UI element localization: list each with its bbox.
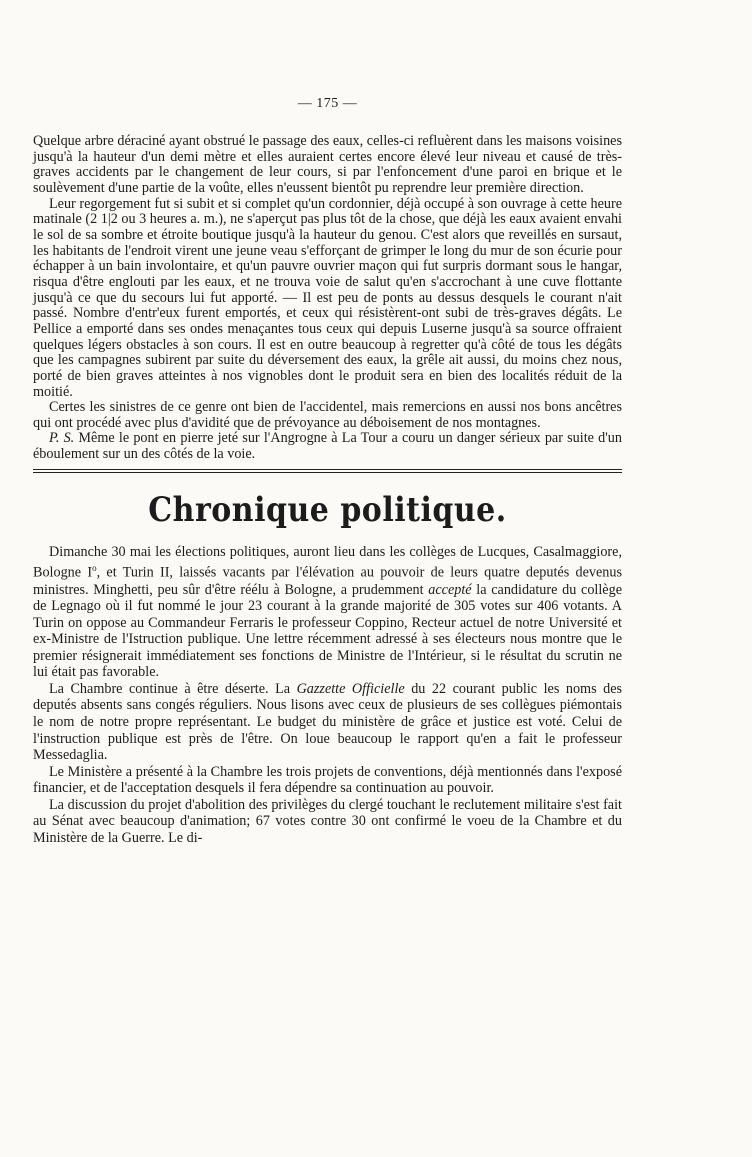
elections-superscript: o (92, 563, 97, 574)
paragraph-chambre (33, 681, 622, 764)
elections-text-mid: , et Turin II, laissés vacants par l'élévation au pouvoir de leurs quatre deputés devenus ministres. Minghetti, peu sûr d'être réélu à Bologne, a prudemment (33, 565, 622, 598)
paragraph-flood-1: Quelque arbre déraciné ayant obstrué le passage des eaux, celles-ci refluèrent dans les maisons voisines jusqu'à la hauteur d'un demi mètre et elles auraient certes encore élevé leur niveau et causé de très-graves accidents par le changement de leur cours, si par l'enfoncement d'une paroi en brique et le soulèvement d'une partie de la voûte, elles n'eussent bientôt pu reprendre leur première direction. (33, 133, 622, 196)
elections-text-start: Dimanche 30 mai les élections politiques, auront lieu dans les collèges de Lucques, Casalmaggiore, Bologne I (33, 543, 622, 582)
page-number: — 175 — (297, 96, 358, 111)
postscript-label: P. S. (49, 430, 75, 447)
chambre-text-end: du 22 courant public les noms des deputés absents sans congés réguliers. Nous lisons avec ceux de plusieurs de ses collègues piémontais le nom de notre propre représentant. Le budget du ministère de grâce et justice est voté. Celui de l'instruction publique est près de l'être. On loue beaucoup le rapport qu'en a fait le professeur Messedaglia. (33, 680, 623, 764)
elections-text-end: la candidature du collège de Legnago où il fut nommé le jour 23 courant à la grande majorité de 305 votes sur 406 votants. A Turin on oppose au Commandeur Ferraris le professeur Coppino, Recteur actuel de notre Université et ex-Ministre de l'Istruction publique. Une lettre récemment adressé à ses électeurs nous montre que le premier résignerait immédiatement ses fonctions de Ministre de l'Intérieur, si le résultat du scrutin ne lui était pas favorable. (33, 581, 622, 681)
paragraph-elections (33, 544, 622, 681)
chambre-emphasis: Gazzette Officielle (296, 680, 405, 697)
section-title: Chronique politique. (148, 490, 507, 530)
chambre-text-start: La Chambre continue à être déserte. La (49, 680, 297, 697)
paragraph-ministere: Le Ministère a présenté à la Chambre les trois projets de conventions, déjà mentionnés dans l'exposé financier, et de l'acceptation desquels il fera dépendre sa continuation au pouvoir. (33, 763, 622, 797)
elections-emphasis: accepté (428, 581, 472, 598)
postscript (33, 431, 622, 462)
paragraph-flood-3: Certes les sinistres de ce genre ont bien de l'accidentel, mais remercions en aussi nos bons ancêtres qui ont procédé avec plus d'avidité que de prévoyance au déboisement de nos montagnes. (33, 399, 622, 431)
paragraph-flood-2: Leur regorgement fut si subit et si complet qu'un cordonnier, déjà occupé à son ouvrage à cette heure matinale (2 1|2 ou 3 heures a. m.), ne s'aperçut pas plus tôt de la chose, que déjà les eaux avaient envahi le sol de sa sombre et étroite boutique jusqu'à la hauteur du genou. C'est alors que reveillés en sursaut, les habitants de l'endroit virent une jeune veau s'efforçant de grimper le long du mur de son écurie pour échapper à un bain involontaire, et qu'un pauvre ouvrier maçon qui fut surpris dormant sous le hangar, risqua d'être englouti par les eaux, et ne trouva voie de salut qu'en s'accrochant à une cuve flottante jusqu'à ce que du secours lui fut apporté. — Il est peu de ponts au dessus desquels le courant n'ait passé. Nombre d'entr'eux furent emportés, et ceux qui résistèrent-ont subi de très-graves dégâts. Le Pellice a emporté dans ses ondes menaçantes tous ceux qui depuis Luserne jusqu'à sa source offraient quelques légers obstacles à son cours. Il est en outre beaucoup à regretter qu'à côté de tous les dégâts que les campagnes subirent par suite du déversement des eaux, la grêle ait aussi, du moins chez nous, porté de bien graves atteintes à nos vignobles dont le produit sera en bien des localités réduit de la moitié. (33, 195, 622, 400)
paragraph-discussion: La discussion du projet d'abolition des privilèges du clergé touchant le reclutement militaire s'est fait au Sénat avec beaucoup d'animation; 67 votes contre 30 ont confirmé le voeu de la Chambre et du Ministère de la Guerre. Le di- (33, 796, 622, 846)
postscript-text: Même le pont en pierre jeté sur l'Angrogne à La Tour a couru un danger sérieux par suite d'un éboulement sur un des côtés de la voie. (33, 430, 622, 463)
section-divider (33, 469, 622, 473)
page (33, 96, 622, 846)
